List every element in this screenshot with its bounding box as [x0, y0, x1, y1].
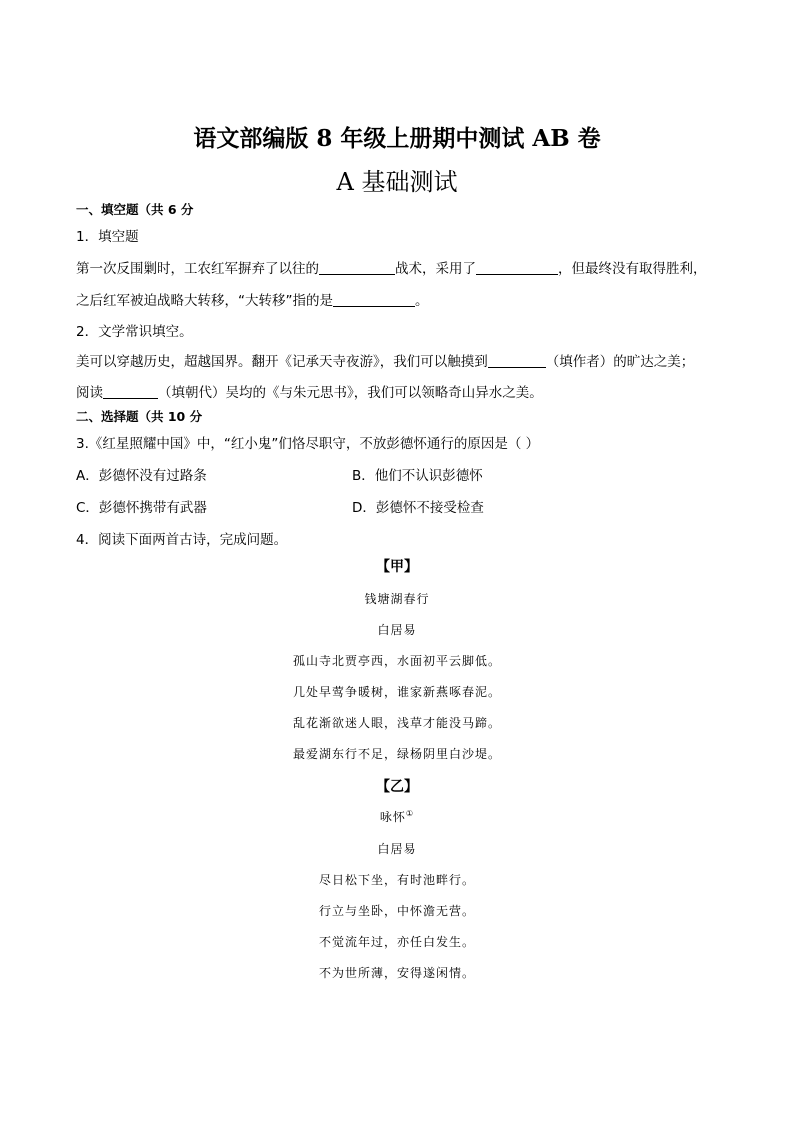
question-4-stem: 4．阅读下面两首古诗，完成问题。: [76, 532, 288, 548]
poem-jia-line: 最爱湖东行不足，绿杨阴里白沙堤。: [292, 747, 501, 761]
exam-subtitle: A 基础测试: [336, 168, 458, 196]
question-text: 美可以穿越历史，超越国界。翻开《记承天寺夜游》，我们可以触摸到: [76, 354, 488, 370]
question-text: ，但最终没有取得胜利，: [558, 261, 707, 277]
question-2-line-1: [76, 350, 694, 370]
answer-blank[interactable]: [103, 384, 158, 399]
question-1-label: 1．填空题: [76, 229, 139, 245]
question-3-stem: 3.《红星照耀中国》中，“红小鬼”们恪尽职守，不放彭德怀通行的原因是（ ）: [76, 436, 540, 452]
option-c[interactable]: C．彭德怀携带有武器: [76, 500, 207, 516]
question-1-line-1: [76, 257, 707, 277]
poem-yi-line: 尽日松下坐，有时池畔行。: [318, 873, 475, 887]
option-a[interactable]: A．彭德怀没有过路条: [76, 468, 207, 484]
poem-yi-tag: 【乙】: [376, 779, 418, 795]
question-2-label: 2．文学常识填空。: [76, 324, 193, 340]
answer-blank[interactable]: [488, 353, 546, 368]
poem-jia-tag: 【甲】: [376, 559, 418, 575]
option-b[interactable]: B．他们不认识彭德怀: [352, 468, 483, 484]
section-heading-fill: 一、填空题（共 6 分: [76, 202, 194, 217]
question-text: （填朝代）吴均的《与朱元思书》，我们可以领略奇山异水之美。: [158, 385, 543, 401]
option-d[interactable]: D．彭德怀不接受检查: [352, 500, 484, 516]
poem-yi-line: 行立与坐卧，中怀澹无营。: [318, 904, 475, 918]
poem-jia-line: 孤山寺北贾亭西，水面初平云脚低。: [292, 654, 501, 668]
answer-blank[interactable]: [319, 260, 395, 275]
poem-yi-line: 不为世所薄，安得遂闲情。: [318, 966, 475, 980]
question-text: 阅读: [76, 385, 103, 401]
poem-yi-line: 不觉流年过，亦任白发生。: [318, 935, 475, 949]
poem-yi-title: 咏怀: [379, 810, 406, 824]
exam-title: 语文部编版 8 年级上册期中测试 AB 卷: [193, 125, 601, 152]
answer-blank[interactable]: [476, 260, 558, 275]
question-text: 之后红军被迫战略大转移，“大转移”指的是: [76, 293, 333, 309]
question-text: 第一次反围剿时，工农红军摒弃了以往的: [76, 261, 319, 277]
question-text: 战术，采用了: [395, 261, 476, 277]
question-text: 。: [415, 293, 429, 309]
section-heading-choice: 二、选择题（共 10 分: [76, 409, 203, 424]
question-1-line-2: [76, 289, 429, 309]
answer-blank[interactable]: [333, 292, 415, 307]
footnote-marker[interactable]: ①: [405, 809, 415, 818]
poem-yi-title-line: [0, 808, 794, 825]
poem-jia-line: 几处早莺争暖树，谁家新燕啄春泥。: [292, 685, 501, 699]
question-text: （填作者）的旷达之美；: [545, 354, 695, 370]
poem-jia-author: 白居易: [377, 623, 417, 637]
poem-jia-line: 乱花渐欲迷人眼，浅草才能没马蹄。: [292, 716, 501, 730]
poem-yi-author: 白居易: [377, 842, 417, 856]
question-2-line-2: [76, 381, 543, 401]
poem-jia-title: 钱塘湖春行: [364, 592, 430, 606]
